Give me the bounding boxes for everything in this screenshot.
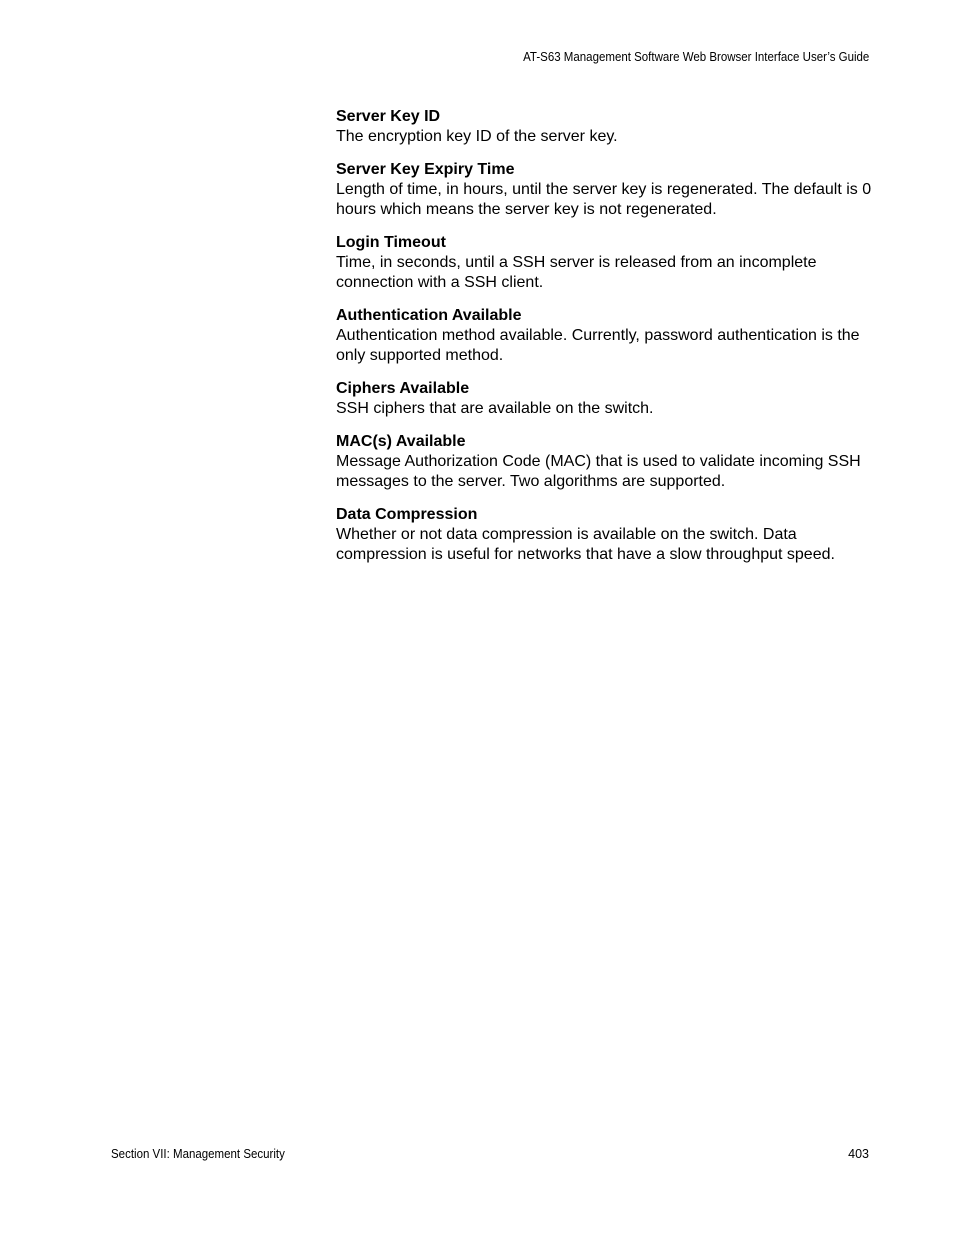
definition-term: Ciphers Available	[336, 380, 470, 397]
footer-section-title: Section VII: Management Security	[111, 1147, 285, 1161]
definition-entry-ciphers-available	[336, 379, 876, 419]
definition-description: The encryption key ID of the server key.	[336, 128, 618, 145]
definition-description: Authentication method available. Currently, password authentication is the only supported method.	[336, 327, 860, 364]
definition-entry-server-key-id	[336, 107, 876, 147]
running-header: AT-S63 Management Software Web Browser Interface User’s Guide	[522, 50, 869, 64]
footer-page-number: 403	[848, 1147, 869, 1161]
definition-entry-server-key-expiry-time	[336, 160, 876, 220]
definition-entry-login-timeout	[336, 233, 876, 293]
definition-description: Message Authorization Code (MAC) that is used to validate incoming SSH messages to the server. Two algorithms are supported.	[336, 453, 861, 490]
definition-term: Server Key ID	[336, 108, 441, 125]
definition-entry-data-compression	[336, 505, 876, 565]
definition-description: Time, in seconds, until a SSH server is released from an incomplete connection with a SSH client.	[336, 254, 817, 291]
definition-term: Authentication Available	[336, 307, 522, 324]
definition-description: Length of time, in hours, until the server key is regenerated. The default is 0 hours which means the server key is not regenerated.	[336, 181, 872, 218]
definition-entry-authentication-available	[336, 306, 876, 366]
definition-description: Whether or not data compression is available on the switch. Data compression is useful for networks that have a slow throughput speed.	[336, 526, 835, 563]
definition-term: MAC(s) Available	[336, 433, 466, 450]
definition-list	[336, 107, 876, 578]
definition-entry-macs-available	[336, 432, 876, 492]
definition-term: Login Timeout	[336, 234, 446, 251]
definition-term: Server Key Expiry Time	[336, 161, 515, 178]
definition-description: SSH ciphers that are available on the switch.	[336, 400, 654, 417]
definition-term: Data Compression	[336, 506, 478, 523]
